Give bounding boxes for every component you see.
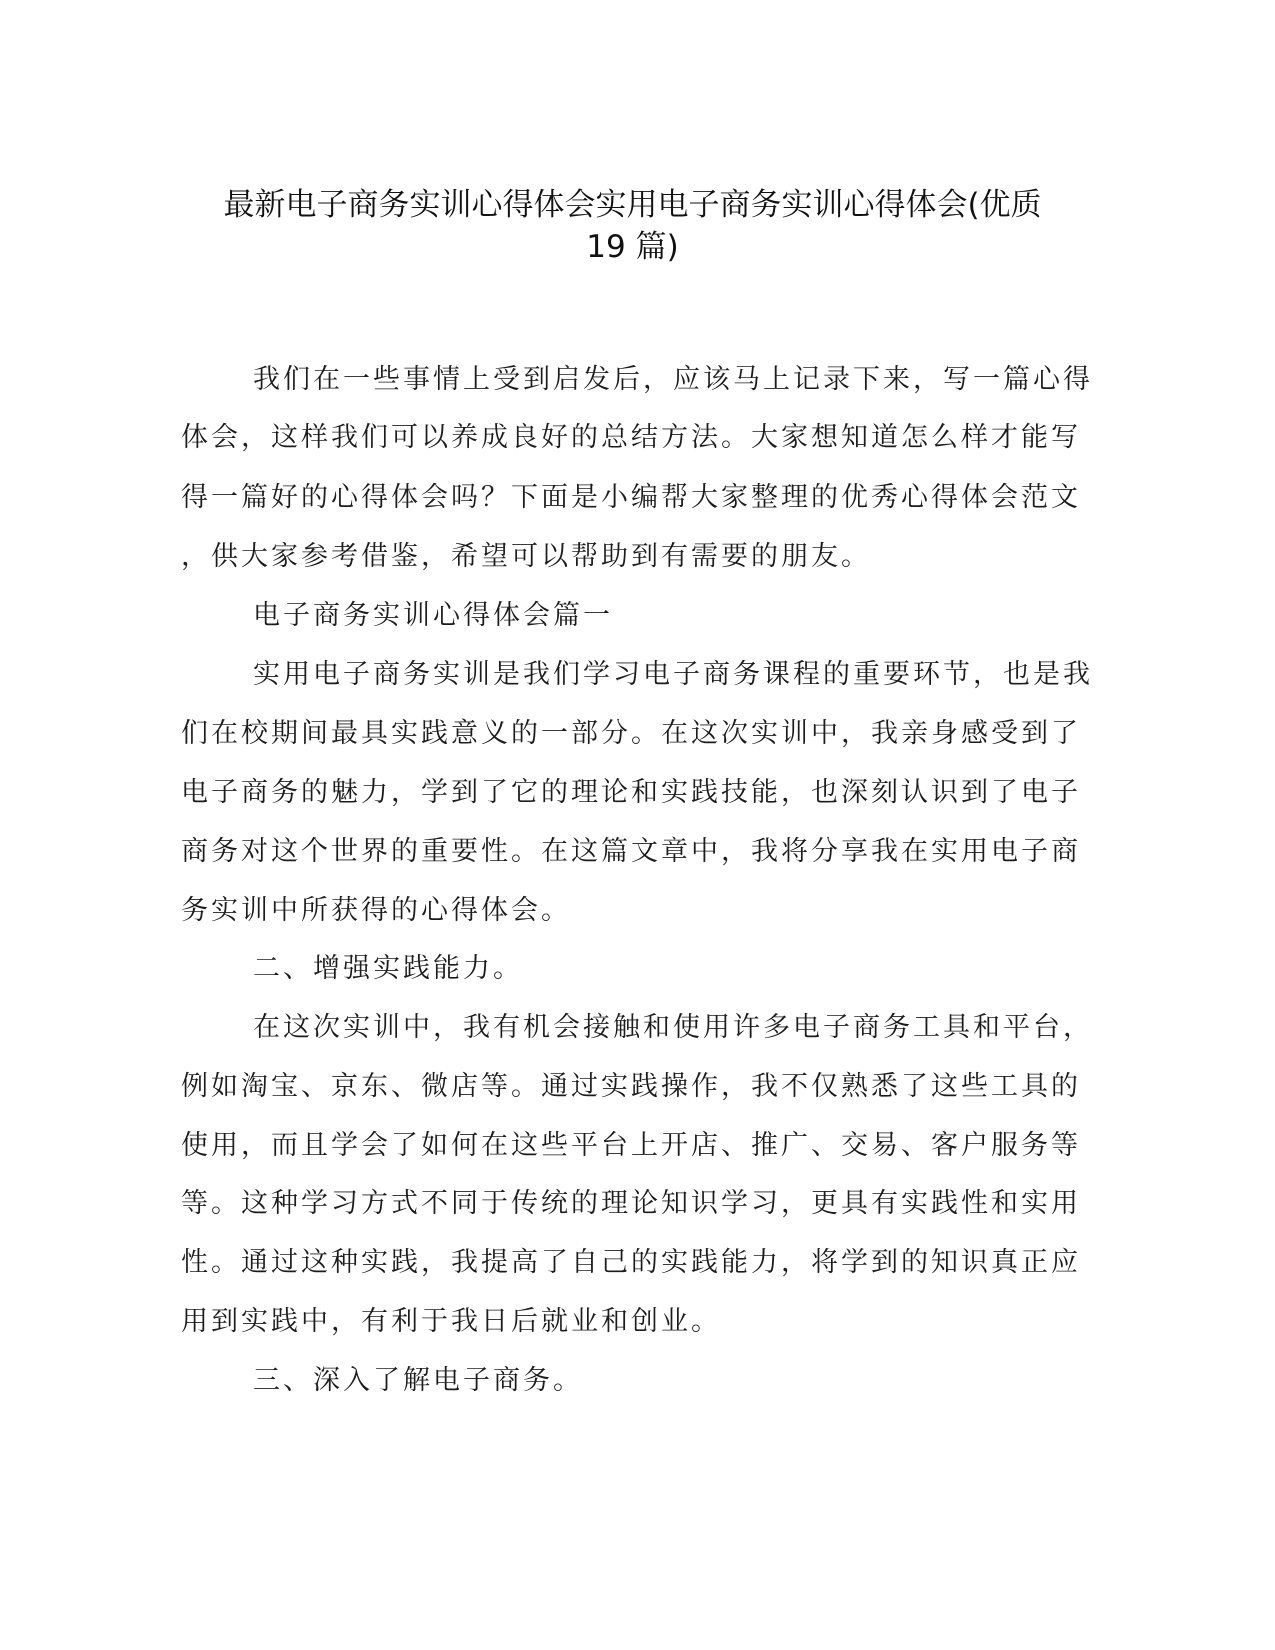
paragraph-line: 性。通过这种实践，我提高了自己的实践能力，将学到的知识真正应 [181,1247,1081,1278]
paragraph-line: 用到实践中，有利于我日后就业和创业。 [181,1306,721,1337]
paragraph-line: 实用电子商务实训是我们学习电子商务课程的重要环节，也是我 [253,659,1093,690]
section-heading: 电子商务实训心得体会篇一 [253,600,613,631]
paragraph-line: 体会，这样我们可以养成良好的总结方法。大家想知道怎么样才能写 [181,422,1081,453]
paragraph-line: 我们在一些事情上受到启发后，应该马上记录下来，写一篇心得 [253,364,1093,395]
paragraph-line: ，供大家参考借鉴，希望可以帮助到有需要的朋友。 [181,541,871,572]
paragraph-line: 们在校期间最具实践意义的一部分。在这次实训中，我亲身感受到了 [181,718,1081,749]
section-heading: 三、深入了解电子商务。 [253,1365,583,1396]
paragraph-line: 电子商务的魅力，学到了它的理论和实践技能，也深刻认识到了电子 [181,777,1081,808]
paragraph-line: 例如淘宝、京东、微店等。通过实践操作，我不仅熟悉了这些工具的 [181,1071,1081,1102]
paragraph-line: 在这次实训中，我有机会接触和使用许多电子商务工具和平台， [253,1012,1093,1043]
document-title-line-2: 19 篇) [586,229,679,265]
paragraph-line: 使用，而且学会了如何在这些平台上开店、推广、交易、客户服务等 [181,1130,1081,1161]
section-heading: 二、增强实践能力。 [253,953,523,984]
paragraph-line: 商务对这个世界的重要性。在这篇文章中，我将分享我在实用电子商 [181,836,1081,867]
paragraph-line: 得一篇好的心得体会吗？下面是小编帮大家整理的优秀心得体会范文 [181,482,1081,513]
document-title-line-1: 最新电子商务实训心得体会实用电子商务实训心得体会(优质 [223,187,1042,223]
paragraph-line: 等。这种学习方式不同于传统的理论知识学习，更具有实践性和实用 [181,1188,1081,1219]
paragraph-line: 务实训中所获得的心得体会。 [181,895,571,926]
